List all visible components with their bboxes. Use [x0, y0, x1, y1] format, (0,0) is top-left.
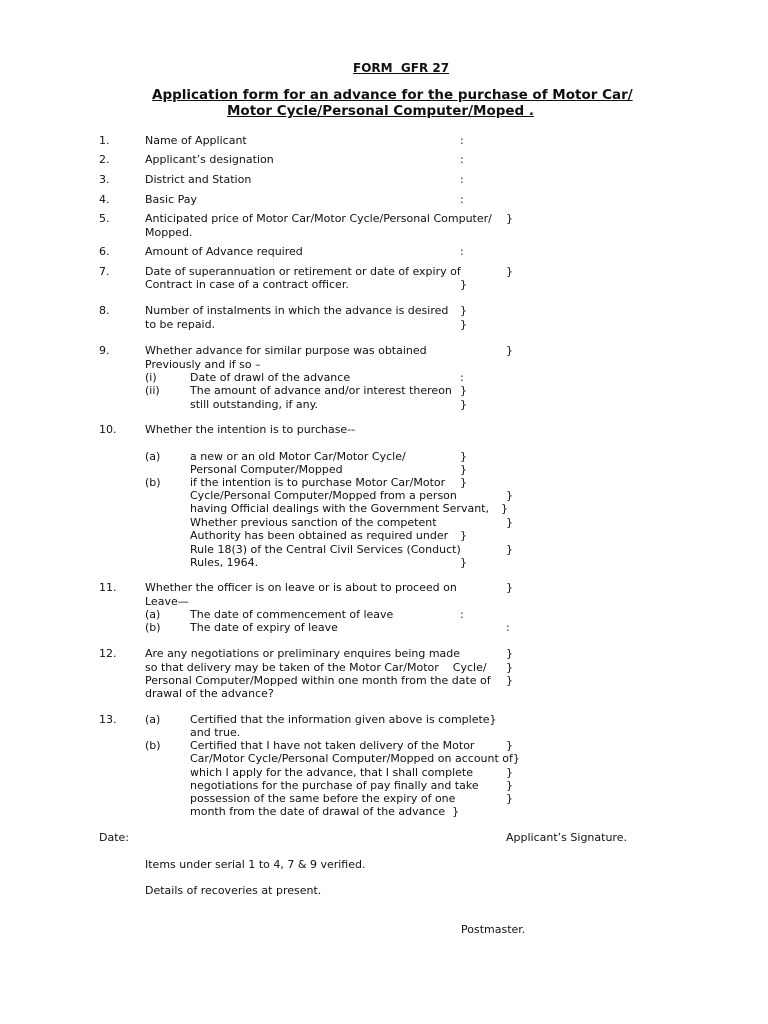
- item-number: 1.: [99, 134, 110, 147]
- item-number: 12.: [99, 647, 117, 660]
- item-number: 4.: [99, 193, 110, 206]
- date-label: Date:: [99, 831, 129, 844]
- item-number: 8.: [99, 304, 110, 317]
- title-line-2: Motor Cycle/Personal Computer/Moped .: [227, 103, 535, 119]
- item-text: Are any negotiations or preliminary enquires being made: [145, 647, 461, 660]
- sub-text: and true.: [190, 726, 241, 739]
- sub-label: (b): [145, 621, 161, 634]
- colon-mark: :: [460, 245, 464, 258]
- item-number: 3.: [99, 173, 110, 186]
- sub-label: (a): [145, 450, 161, 463]
- signature-label: Applicant’s Signature.: [506, 831, 627, 844]
- colon-mark: :: [460, 371, 464, 384]
- sub-text: Whether previous sanction of the competent: [190, 516, 437, 529]
- sub-text: Personal Computer/Mopped: [190, 463, 343, 476]
- item-text: Whether the intention is to purchase--: [145, 423, 356, 436]
- item-number: 7.: [99, 265, 110, 278]
- brace-mark: }: [506, 674, 513, 687]
- verified-note: Items under serial 1 to 4, 7 & 9 verified.: [145, 858, 366, 871]
- sub-text: Certified that the information given above is complete}: [190, 713, 497, 726]
- brace-mark: }: [506, 489, 513, 502]
- brace-mark: }: [506, 581, 513, 594]
- item-text: Contract in case of a contract officer.: [145, 278, 349, 291]
- sub-label: (a): [145, 608, 161, 621]
- item-text: Number of instalments in which the advance is desired: [145, 304, 449, 317]
- item-text: Date of superannuation or retirement or date of expiry of: [145, 265, 461, 278]
- colon-mark: :: [506, 621, 510, 634]
- sub-text: Rules, 1964.: [190, 556, 259, 569]
- brace-mark: }: [460, 384, 467, 397]
- brace-mark: }: [506, 265, 513, 278]
- item-text: drawal of the advance?: [145, 687, 274, 700]
- sub-text: The date of commencement of leave: [190, 608, 394, 621]
- brace-mark: }: [506, 792, 513, 805]
- colon-mark: :: [460, 608, 464, 621]
- item-text: Applicant’s designation: [145, 153, 274, 166]
- item-number: 9.: [99, 344, 110, 357]
- item-number: 5.: [99, 212, 110, 225]
- sub-text: which I apply for the advance, that I shall complete: [190, 766, 473, 779]
- sub-text: possession of the same before the expiry of one: [190, 792, 456, 805]
- item-text: Leave—: [145, 595, 189, 608]
- brace-mark: }: [506, 739, 513, 752]
- postmaster-label: Postmaster.: [461, 923, 526, 936]
- colon-mark: :: [460, 193, 464, 206]
- sub-text: Certified that I have not taken delivery of the Motor: [190, 739, 475, 752]
- brace-mark: }: [506, 766, 513, 779]
- brace-mark: }: [460, 318, 467, 331]
- sub-text: having Official dealings with the Government Servant,: [190, 502, 489, 515]
- sub-text: Cycle/Personal Computer/Mopped from a person: [190, 489, 457, 502]
- brace-mark: }: [460, 304, 467, 317]
- recoveries-note: Details of recoveries at present.: [145, 884, 322, 897]
- item-text: Personal Computer/Mopped within one month from the date of: [145, 674, 491, 687]
- sub-text: Rule 18(3) of the Central Civil Services (Conduct): [190, 543, 461, 556]
- brace-mark: }: [506, 647, 513, 660]
- sub-label: (a): [145, 713, 161, 726]
- brace-mark: }: [506, 543, 513, 556]
- item-text: Amount of Advance required: [145, 245, 303, 258]
- title-line-1: Application form for an advance for the purchase of Motor Car/: [152, 87, 633, 103]
- item-text: Whether advance for similar purpose was obtained: [145, 344, 427, 357]
- sub-text: Car/Motor Cycle/Personal Computer/Mopped on account of}: [190, 752, 520, 765]
- sub-label: (b): [145, 739, 161, 752]
- form-code: FORM GFR 27: [353, 61, 450, 75]
- sub-label: (ii): [145, 384, 160, 397]
- brace-mark: }: [506, 661, 513, 674]
- sub-text: a new or an old Motor Car/Motor Cycle/: [190, 450, 406, 463]
- sub-text: if the intention is to purchase Motor Car/Motor: [190, 476, 446, 489]
- brace-mark: }: [506, 212, 513, 225]
- colon-mark: :: [460, 134, 464, 147]
- brace-mark: }: [460, 463, 467, 476]
- item-number: 6.: [99, 245, 110, 258]
- item-number: 11.: [99, 581, 117, 594]
- item-text: to be repaid.: [145, 318, 216, 331]
- item-text: District and Station: [145, 173, 252, 186]
- brace-mark: }: [501, 502, 508, 515]
- brace-mark: }: [460, 556, 467, 569]
- sub-label: (i): [145, 371, 157, 384]
- item-text: Basic Pay: [145, 193, 198, 206]
- colon-mark: :: [460, 173, 464, 186]
- brace-mark: }: [506, 516, 513, 529]
- item-text: so that delivery may be taken of the Motor Car/Motor Cycle/: [145, 661, 487, 674]
- item-text: Mopped.: [145, 226, 193, 239]
- sub-text: negotiations for the purchase of pay finally and take: [190, 779, 479, 792]
- sub-text: The date of expiry of leave: [190, 621, 338, 634]
- brace-mark: }: [506, 779, 513, 792]
- sub-label: (b): [145, 476, 161, 489]
- sub-text: The amount of advance and/or interest thereon: [190, 384, 452, 397]
- brace-mark: }: [460, 398, 467, 411]
- colon-mark: :: [460, 153, 464, 166]
- item-text: Anticipated price of Motor Car/Motor Cycle/Personal Computer/: [145, 212, 492, 225]
- item-number: 13.: [99, 713, 117, 726]
- brace-mark: }: [460, 529, 467, 542]
- sub-text: month from the date of drawal of the advance }: [190, 805, 460, 818]
- item-text: Previously and if so –: [145, 358, 261, 371]
- sub-text: still outstanding, if any.: [190, 398, 319, 411]
- brace-mark: }: [460, 450, 467, 463]
- item-number: 10.: [99, 423, 117, 436]
- brace-mark: }: [460, 476, 467, 489]
- item-number: 2.: [99, 153, 110, 166]
- item-text: Whether the officer is on leave or is about to proceed on: [145, 581, 457, 594]
- brace-mark: }: [506, 344, 513, 357]
- sub-text: Date of drawl of the advance: [190, 371, 351, 384]
- sub-text: Authority has been obtained as required under: [190, 529, 449, 542]
- brace-mark: }: [460, 278, 467, 291]
- item-text: Name of Applicant: [145, 134, 247, 147]
